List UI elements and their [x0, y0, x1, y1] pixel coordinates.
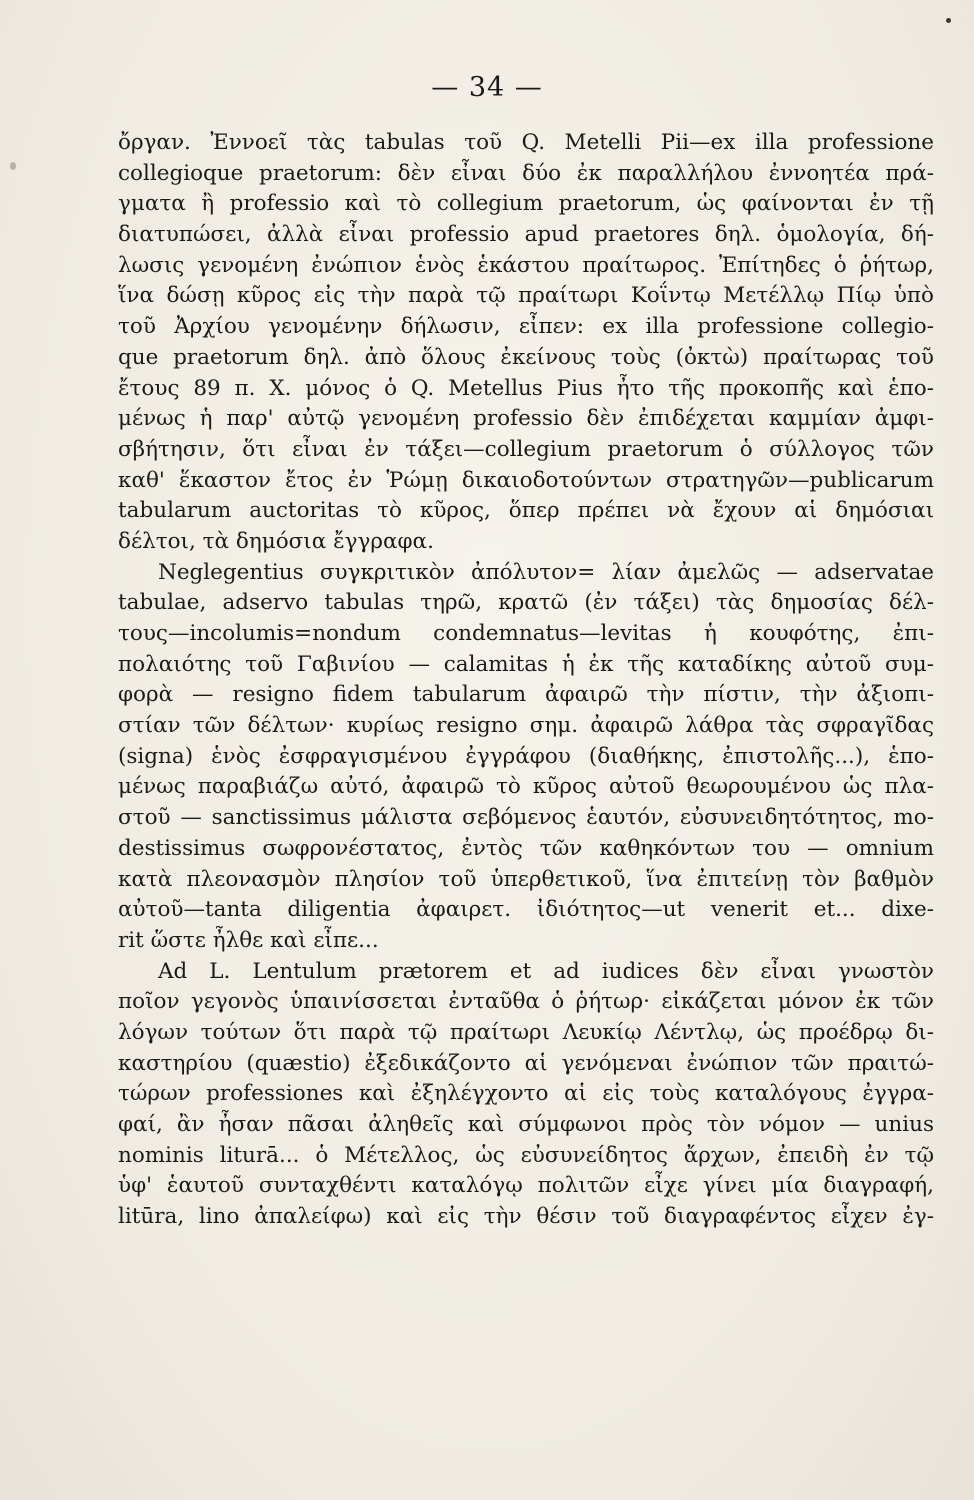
text-line: πολαιότης τοῦ Γαβινίου — calamitas ἡ ἐκ τῆς καταδίκης αὐτοῦ συμ-: [118, 651, 934, 677]
text-line: litūra, lino ἀπαλείφω) καὶ εἰς τὴν θέσιν τοῦ διαγραφέντος εἶχεν ἐγ-: [118, 1204, 934, 1230]
text-line: λωσις γενομένη ἐνώπιον ἑνὸς ἑκάστου πραίτωρος. Ἐπίτηδες ὁ ῥήτωρ,: [118, 252, 934, 278]
text-line: κατὰ πλεονασμὸν πλησίον τοῦ ὑπερθετικοῦ, ἵνα ἐπιτείνῃ τὸν βαθμὸν: [118, 866, 934, 892]
text-line: αὐτοῦ—tanta diligentia ἀφαιρετ. ἰδιότητος—ut venerit et... dixe-: [118, 897, 934, 923]
text-line: λόγων τούτων ὅτι παρὰ τῷ πραίτωρι Λευκίῳ Λέντλῳ, ὡς προέδρῳ δι-: [118, 1019, 934, 1045]
text-line: tabularum auctoritas τὸ κῦρος, ὅπερ πρέπει νὰ ἔχουν αἱ δημόσιαι: [118, 498, 934, 524]
text-line: ἵνα δώσῃ κῦρος εἰς τὴν παρὰ τῷ πραίτωρι Κοΐντῳ Μετέλλῳ Πίῳ ὑπὸ: [118, 283, 934, 309]
text-line: τώρων professiones καὶ ἐξηλέγχοντο αἱ εἰς τοὺς καταλόγους ἐγγρα-: [118, 1081, 934, 1107]
text-line: φαί, ἂν ἦσαν πᾶσαι ἀληθεῖς καὶ σύμφωνοι πρὸς τὸν νόμον — unius: [118, 1112, 934, 1137]
text-line: collegioque praetorum: δὲν εἶναι δύο ἐκ παραλλήλου ἐννοητέα πρά-: [118, 160, 934, 186]
ink-speck: [946, 18, 951, 23]
text-line: καθ' ἕκαστον ἔτος ἐν Ῥώμῃ δικαιοδοτούντων στρατηγῶν—publicarum: [118, 467, 934, 493]
text-line: Neglegentius συγκριτικὸν ἀπόλυτον= λίαν ἀμελῶς — adservatae: [158, 559, 934, 585]
ink-speck: [10, 162, 16, 170]
text-line: rit ὥστε ἦλθε καὶ εἶπε...: [118, 927, 379, 953]
text-line: τους—incolumis=nondum condemnatus—levitas ἡ κουφότης, ἐπι-: [118, 621, 934, 646]
page-number: — 34 —: [431, 72, 543, 103]
text-line: τοῦ Ἀρχίου γενομένην δήλωσιν, εἶπεν: ex illa professione collegio-: [118, 314, 934, 340]
text-line: tabulae, adservo tabulas τηρῶ, κρατῶ (ἐν τάξει) τὰς δημοσίας δέλ-: [118, 590, 934, 616]
text-line: στοῦ — sanctissimus μάλιστα σεβόμενος ἑαυτόν, εὐσυνειδητότητος, mo-: [118, 805, 934, 831]
text-line: (signa) ἑνὸς ἐσφραγισμένου ἐγγράφου (διαθήκης, ἐπιστολῆς...), ἑπο-: [118, 743, 934, 769]
text-line: ὄργαν. Ἐννοεῖ τὰς tabulas τοῦ Q. Metelli Pii—ex illa professione: [118, 130, 934, 155]
text-line: στίαν τῶν δέλτων· κυρίως resigno σημ. ἀφαιρῶ λάθρα τὰς σφραγῖδας: [118, 713, 934, 739]
text-line: ὑφ' ἑαυτοῦ συνταχθέντι καταλόγῳ πολιτῶν εἶχε γίνει μία διαγραφή,: [118, 1173, 934, 1199]
text-line: καστηρίου (quæstio) ἐξεδικάζοντο αἱ γενόμεναι ἐνώπιον τῶν πραιτώ-: [118, 1050, 934, 1076]
text-line: φορὰ — resigno fidem tabularum ἀφαιρῶ τὴν πίστιν, τὴν ἀξιοπι-: [118, 682, 934, 708]
text-line: ἔτους 89 π. Χ. μόνος ὁ Q. Metellus Pius ἦτο τῆς προκοπῆς καὶ ἑπο-: [118, 375, 934, 401]
text-line: σβήτησιν, ὅτι εἶναι ἐν τάξει—collegium praetorum ὁ σύλλογος τῶν: [118, 436, 934, 462]
text-line: διατυπώσει, ἀλλὰ εἶναι professio apud praetores δηλ. ὁμολογία, δή-: [118, 222, 934, 248]
text-line: que praetorum δηλ. ἀπὸ ὅλους ἐκείνους τοὺς (ὀκτὼ) πραίτωρας τοῦ: [118, 344, 934, 370]
text-line: ποῖον γεγονὸς ὑπαινίσσεται ἐνταῦθα ὁ ῥήτωρ· εἰκάζεται μόνον ἐκ τῶν: [118, 989, 934, 1015]
body-text: [118, 128, 934, 1233]
text-line: nominis liturā... ὁ Μέτελλος, ὡς εὐσυνείδητος ἄρχων, ἐπειδὴ ἐν τῷ: [118, 1142, 934, 1168]
text-line: Ad L. Lentulum prætorem et ad iudices δὲν εἶναι γνωστὸν: [158, 958, 934, 984]
text-line: destissimus σωφρονέστατος, ἐντὸς τῶν καθηκόντων του — omnium: [118, 835, 934, 861]
text-line: μένως ἡ παρ' αὐτῷ γενομένη professio δὲν ἐπιδέχεται καμμίαν ἀμφι-: [118, 406, 934, 432]
text-line: δέλτοι, τὰ δημόσια ἔγγραφα.: [118, 528, 434, 554]
text-line: μένως παραβιάζω αὐτό, ἀφαιρῶ τὸ κῦρος αὐτοῦ θεωρουμένου ὡς πλα-: [118, 774, 934, 800]
text-line: γματα ἢ professio καὶ τὸ collegium praetorum, ὡς φαίνονται ἐν τῇ: [118, 191, 934, 217]
